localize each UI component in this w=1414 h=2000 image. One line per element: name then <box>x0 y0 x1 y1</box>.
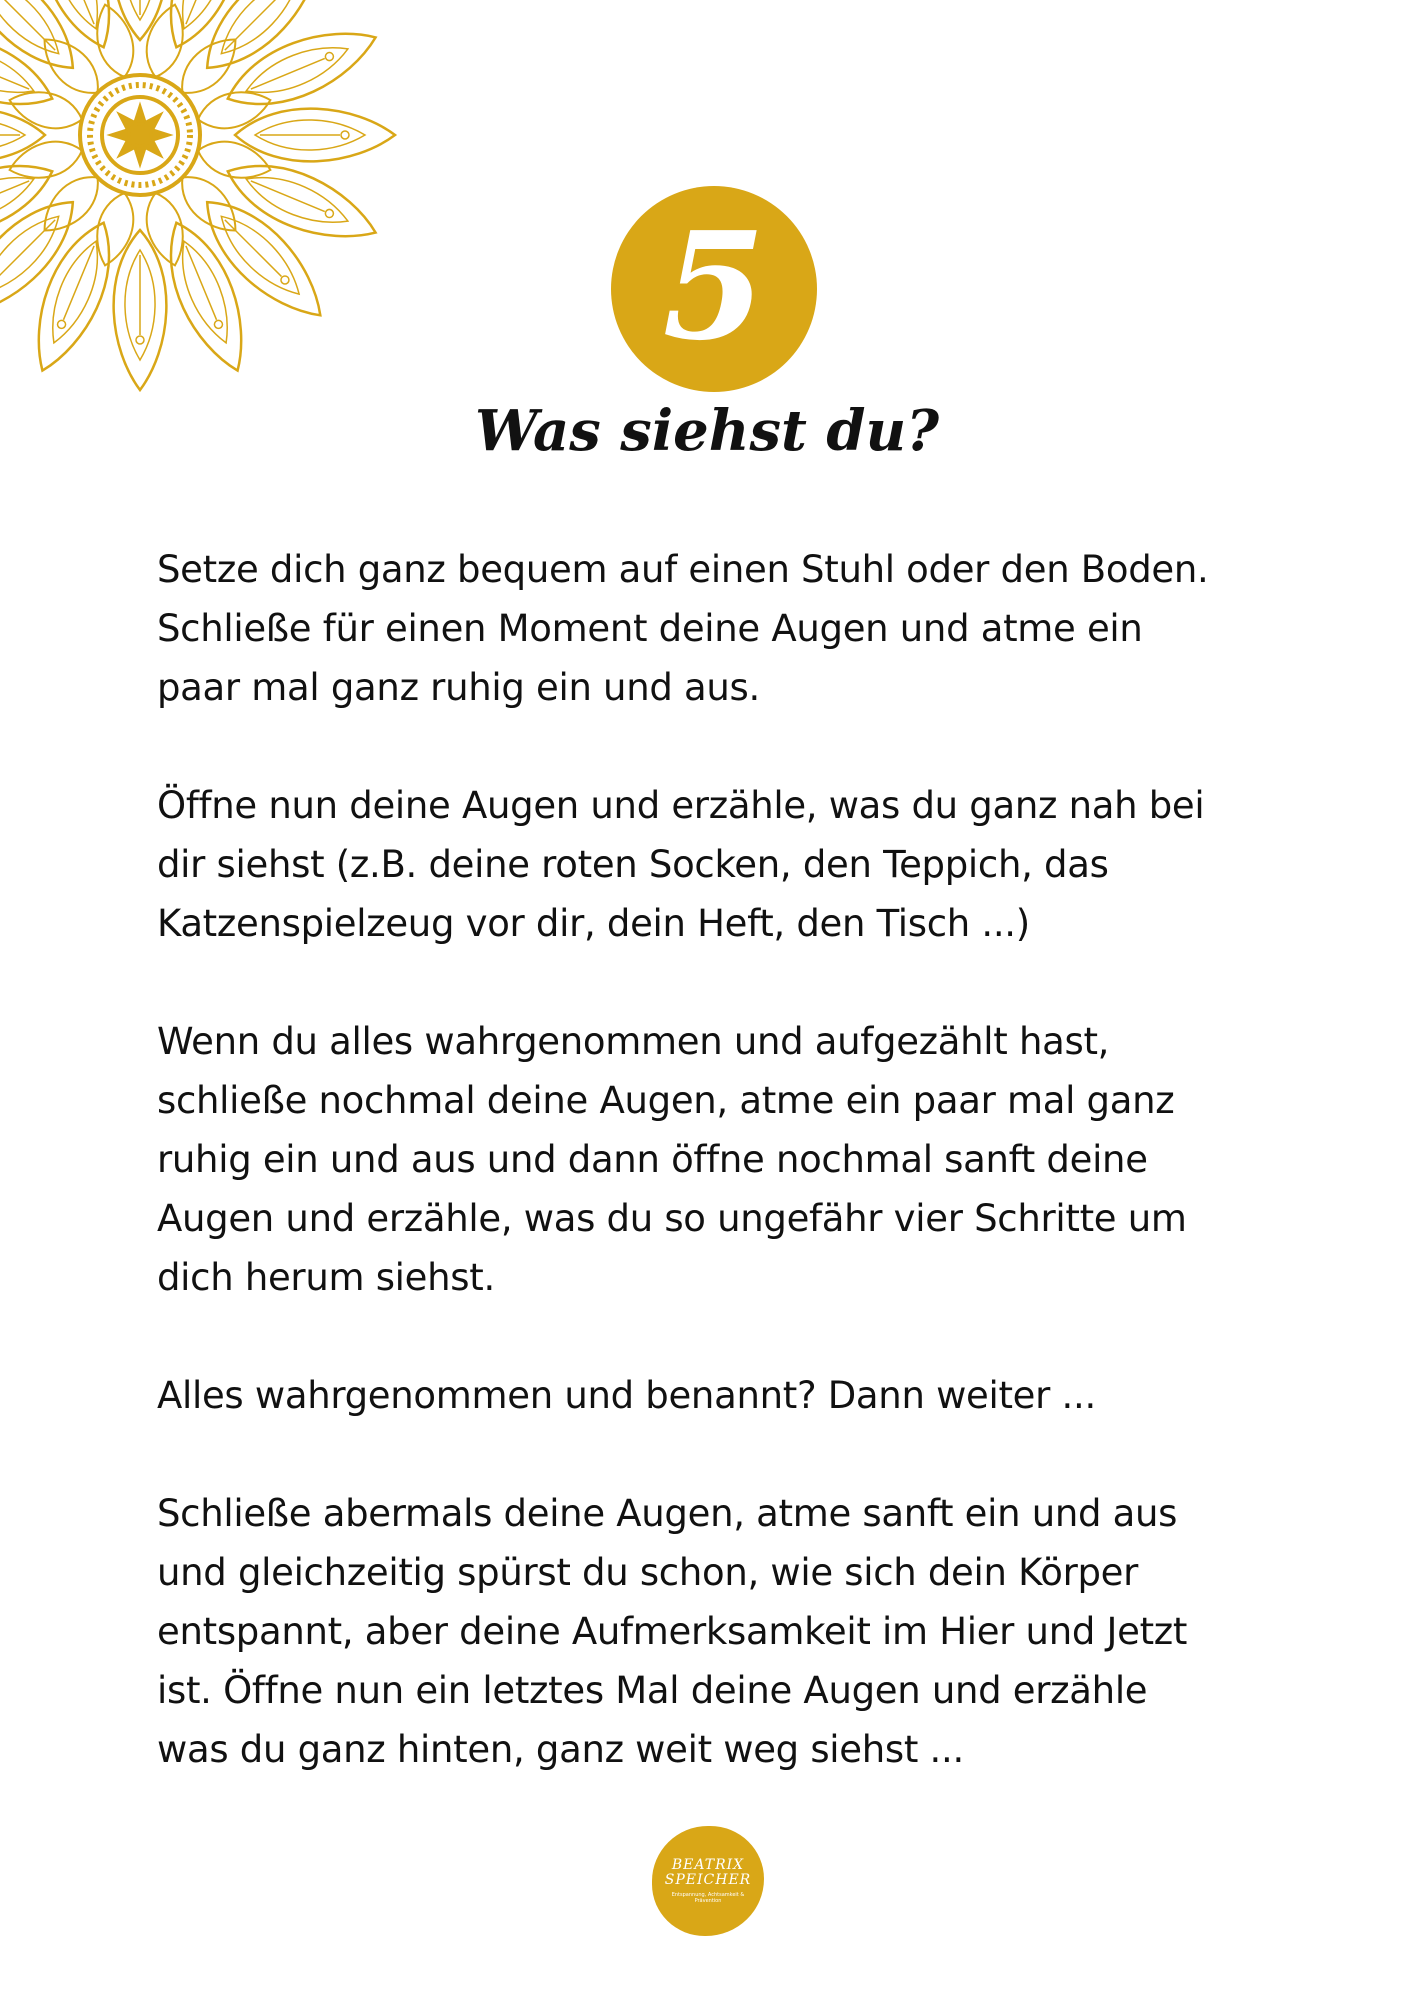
logo-name: BEATRIX SPEICHER <box>664 1857 752 1888</box>
paragraph-4: Alles wahrgenommen und benannt? Dann weiter ... <box>157 1374 1096 1417</box>
paragraph-3: Wenn du alles wahrgenommen und aufgezählt hast, schließe nochmal deine Augen, atme ein paar mal ganz ruhig ein und aus und dann öffne nochmal sanft deine Augen und erzähle, was du so ungefähr vier Schritte um dich herum siehst. <box>157 1020 1187 1299</box>
step-number-badge <box>611 186 817 392</box>
logo-tagline: Entspannung, Achtsamkeit & Prävention <box>671 1892 745 1904</box>
paragraph-1: Setze dich ganz bequem auf einen Stuhl oder den Boden. Schließe für einen Moment deine Augen und atme ein paar mal ganz ruhig ein und aus. <box>157 548 1209 709</box>
mandala-icon <box>0 0 420 420</box>
paragraph-2: Öffne nun deine Augen und erzähle, was du ganz nah bei dir siehst (z.B. deine roten Socken, den Teppich, das Katzenspielzeug vor dir, dein Heft, den Tisch ...) <box>157 784 1205 945</box>
brand-logo <box>652 1826 764 1936</box>
paragraph-5: Schließe abermals deine Augen, atme sanft ein und aus und gleichzeitig spürst du schon, wie sich dein Körper entspannt, aber deine Aufmerksamkeit im Hier und Jetzt ist. Öffne nun ein letztes Mal deine Augen und erzähle was du ganz hinten, ganz weit weg siehst ... <box>157 1492 1188 1771</box>
instructions-text <box>157 540 1287 1779</box>
step-number: 5 <box>662 199 766 373</box>
page-title: Was siehst du? <box>474 398 940 464</box>
